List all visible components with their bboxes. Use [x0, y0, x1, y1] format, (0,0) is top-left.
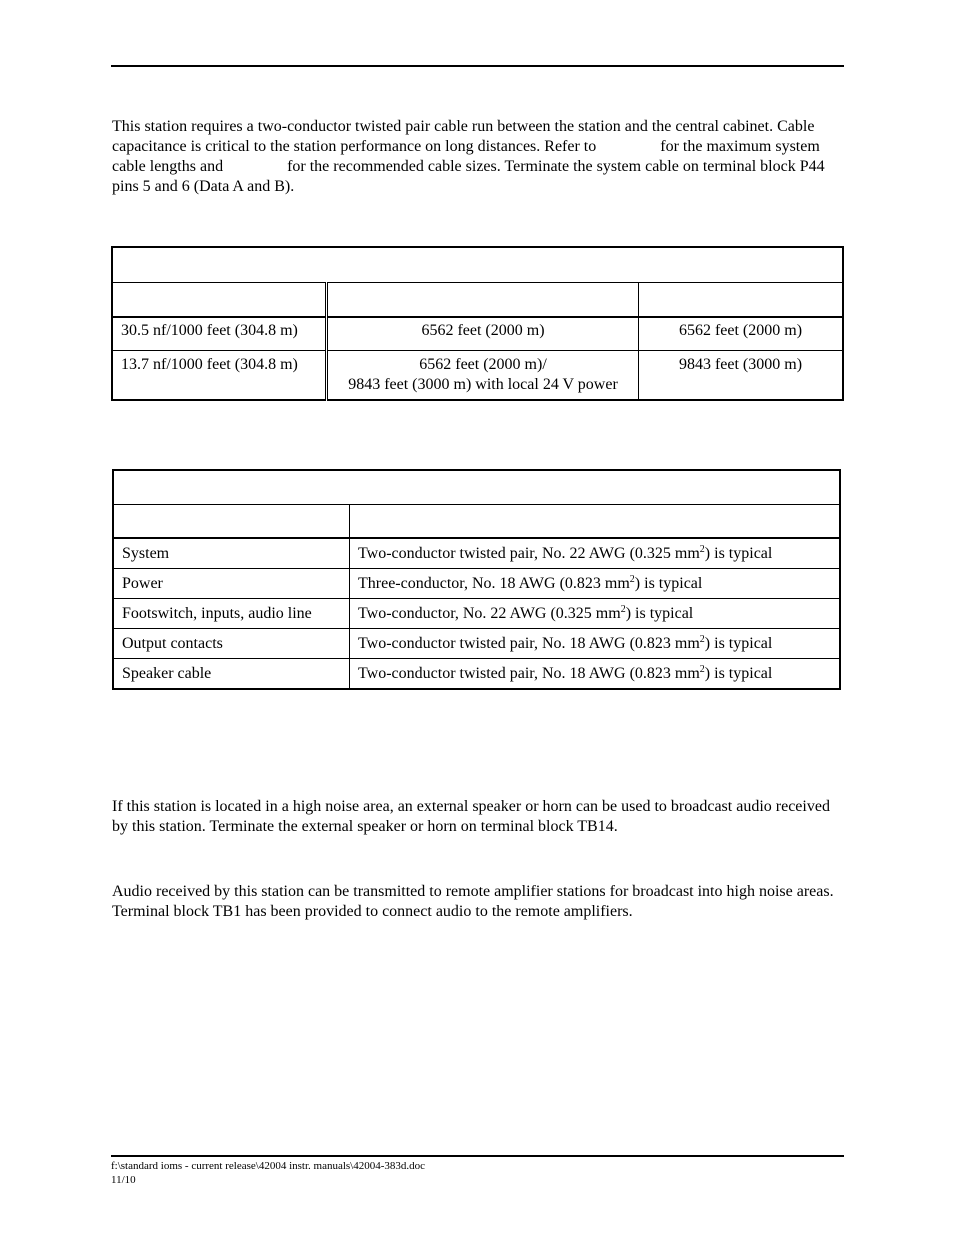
capacitance-cell: 30.5 nf/1000 feet (304.8 m): [112, 317, 327, 351]
header-rule: [111, 65, 844, 67]
system-cable-paragraph: [112, 117, 847, 197]
cable-text: Two-conductor twisted pair, No. 18 AWG (0.823 mm: [358, 665, 700, 682]
table-row: [113, 569, 840, 599]
length-cell: 6562 feet (2000 m): [639, 317, 844, 351]
cable-cell: [350, 599, 841, 629]
cable-cell: [350, 538, 841, 569]
cable-size-table: [112, 469, 841, 690]
table-row: [113, 629, 840, 659]
cable-text: ) is typical: [634, 575, 703, 592]
paragraph-text: This station requires a two-conductor twisted pair cable run between the station and the central cabinet. Cable capacitance is critical to the station performance on long distances. Refer to: [112, 118, 815, 155]
length-line: 6562 feet (2000 m)/: [419, 356, 547, 373]
superscript: 2: [699, 634, 705, 645]
table-title-cell: [113, 470, 840, 505]
circuit-cell: System: [113, 538, 350, 569]
table-row: [113, 538, 840, 569]
paragraph-text: for the recommended cable sizes. Terminate the system cable on terminal block P44 pins 5 and 6 (Data A and B).: [112, 158, 825, 195]
length-cell: 6562 feet (2000 m): [327, 317, 639, 351]
length-cell: [327, 351, 639, 401]
circuit-cell: Power: [113, 569, 350, 599]
length-line: 9843 feet (3000 m) with local 24 V power: [348, 376, 618, 393]
cable-text: ) is typical: [704, 665, 773, 682]
header-cell: [113, 505, 350, 539]
table-title-cell: [112, 247, 843, 283]
superscript: 2: [620, 604, 626, 615]
table-row: [113, 659, 840, 690]
length-cell: 9843 feet (3000 m): [639, 351, 844, 401]
superscript: 2: [629, 574, 635, 585]
header-cell: [112, 283, 327, 318]
table-row: [113, 599, 840, 629]
cable-text: ) is typical: [704, 635, 773, 652]
header-cell: [327, 283, 639, 318]
cable-text: Two-conductor, No. 22 AWG (0.325 mm: [358, 605, 621, 622]
circuit-cell: Output contacts: [113, 629, 350, 659]
cable-cell: [350, 659, 841, 690]
table-row: [112, 317, 843, 351]
circuit-cell: Speaker cable: [113, 659, 350, 690]
file-path: f:\standard ioms - current release\42004 instr. manuals\42004-383d.doc: [111, 1160, 426, 1172]
cable-text: ) is typical: [625, 605, 694, 622]
cable-text: Two-conductor twisted pair, No. 22 AWG (0.325 mm: [358, 545, 700, 562]
cable-length-table: [111, 246, 844, 401]
superscript: 2: [699, 544, 705, 555]
capacitance-cell: 13.7 nf/1000 feet (304.8 m): [112, 351, 327, 401]
header-cell: [639, 283, 844, 318]
cable-cell: [350, 569, 841, 599]
remote-amplifier-paragraph: Audio received by this station can be transmitted to remote amplifier stations for broadcast into high noise areas. Terminal block TB1 has been provided to connect audio to the remote amplifiers.: [112, 883, 834, 920]
header-cell: [350, 505, 841, 539]
cable-text: Three-conductor, No. 18 AWG (0.823 mm: [358, 575, 630, 592]
cable-text: Two-conductor twisted pair, No. 18 AWG (0.823 mm: [358, 635, 700, 652]
table-row: [112, 351, 843, 401]
circuit-cell: Footswitch, inputs, audio line: [113, 599, 350, 629]
revision-date: 11/10: [111, 1174, 136, 1186]
superscript: 2: [699, 664, 705, 675]
paragraph-text: for the maximum system cable lengths and: [112, 138, 820, 175]
footer: [111, 1159, 425, 1187]
external-speaker-paragraph: If this station is located in a high noise area, an external speaker or horn can be used to broadcast audio received by this station. Terminate the external speaker or horn on terminal block TB14.: [112, 798, 830, 835]
cable-text: ) is typical: [704, 545, 773, 562]
cable-cell: [350, 629, 841, 659]
footer-rule: [111, 1155, 844, 1157]
